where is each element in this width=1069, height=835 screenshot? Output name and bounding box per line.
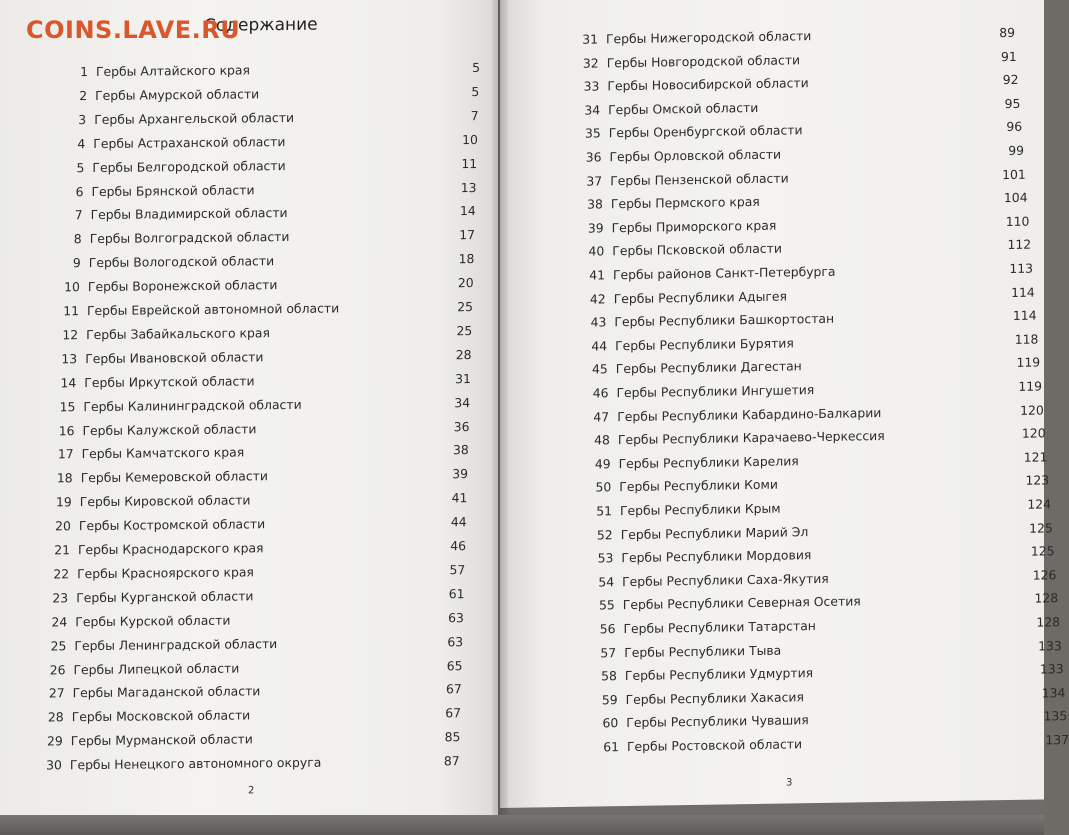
toc-entry: [48, 368, 478, 395]
toc-entry-title: Гербы Республики Башкортостан: [614, 310, 835, 330]
toc-entry-title: Гербы Алтайского края: [96, 62, 250, 79]
toc-entry-title: Гербы Республики Адыгея: [613, 288, 787, 306]
toc-entry-number: 44: [591, 338, 608, 354]
toc-entry-page: 57: [449, 562, 466, 578]
toc-entry-number: 50: [595, 479, 612, 495]
toc-entry-title: Гербы Республики Карелия: [618, 453, 799, 471]
toc-entry: [40, 583, 470, 610]
toc-entry-number: 12: [62, 327, 79, 343]
toc-entry-number: 26: [49, 661, 66, 677]
toc-entry-page: 5: [471, 83, 480, 99]
toc-entry-number: 11: [63, 303, 79, 319]
toc-entry-title: Гербы Республики Карачаево-Черкессия: [617, 428, 885, 448]
toc-entry-number: 15: [59, 398, 76, 414]
toc-entry-page: 65: [446, 657, 463, 673]
toc-entry-title: Гербы Амурской области: [95, 86, 260, 103]
toc-right-list: [500, 0, 1069, 808]
toc-entry-title: Гербы Ненецкого автономного округа: [69, 754, 322, 773]
toc-entry-page: 5: [472, 59, 480, 76]
toc-entry-page: 63: [448, 609, 464, 625]
toc-entry-page: 39: [452, 466, 469, 482]
toc-entry-number: 2: [79, 87, 88, 104]
toc-entry: [36, 702, 466, 729]
toc-entry-page: 28: [455, 346, 472, 363]
toc-entry-title: Гербы районов Санкт-Петербурга: [613, 263, 836, 283]
toc-entry-page: 110: [1005, 213, 1030, 229]
toc-entry-number: 53: [597, 550, 614, 566]
toc-entry-page: 104: [1003, 189, 1028, 206]
toc-entry: [51, 296, 481, 323]
toc-entry-title: Гербы Вологодской области: [88, 253, 275, 271]
watermark: COINS.LAVE.RU: [26, 16, 241, 44]
toc-entry-page: 25: [456, 322, 473, 339]
toc-entry-title: Гербы Брянской области: [91, 181, 255, 199]
right-page-number: 3: [786, 777, 793, 789]
toc-entry-title: Гербы Магаданской области: [72, 683, 261, 701]
toc-entry-title: Гербы Еврейской автономной области: [87, 300, 340, 319]
toc-entry-number: 36: [585, 149, 602, 165]
toc-entry-title: Гербы Владимирской области: [90, 205, 288, 223]
toc-entry-number: 51: [596, 503, 612, 519]
toc-entry: [59, 81, 489, 108]
toc-entry: [38, 655, 468, 682]
toc-entry-page: 91: [1001, 48, 1017, 64]
toc-entry-number: 7: [74, 207, 83, 223]
toc-entry: [34, 750, 464, 777]
toc-entry-title: Гербы Нижегородской области: [606, 28, 812, 47]
toc-entry-title: Гербы Республики Татарстан: [623, 618, 816, 637]
toc-entry-title: Гербы Курганской области: [76, 588, 254, 605]
toc-entry-number: 47: [593, 408, 610, 425]
toc-entry-title: Гербы Красноярского края: [77, 564, 254, 582]
toc-entry-title: Гербы Республики Хакасия: [625, 689, 804, 707]
toc-entry-page: 125: [1030, 543, 1055, 559]
toc-entry: [49, 344, 479, 371]
toc-entry-number: 43: [590, 314, 607, 330]
toc-entry-page: 121: [1023, 449, 1048, 465]
toc-entry-page: 92: [1002, 72, 1019, 88]
toc-entry-page: 44: [450, 514, 467, 530]
toc-entry-number: 61: [603, 739, 619, 755]
toc-entry-page: 133: [1039, 661, 1064, 677]
toc-entry-page: 114: [1012, 307, 1037, 324]
toc-entry-number: 52: [596, 526, 613, 543]
toc-entry-page: 112: [1007, 237, 1032, 253]
toc-entry-title: Гербы Оренбургской области: [608, 122, 803, 141]
toc-entry-title: Гербы Волгоградской области: [89, 229, 290, 247]
toc-entry-title: Гербы Костромской области: [78, 516, 266, 534]
toc-entry-page: 36: [453, 418, 470, 434]
toc-entry-number: 27: [48, 685, 65, 701]
toc-entry-page: 128: [1034, 590, 1059, 606]
toc-entry-number: 24: [51, 613, 68, 630]
left-page: [0, 0, 498, 822]
toc-entry: [46, 439, 476, 466]
toc-entry-page: 123: [1025, 472, 1050, 489]
toc-entry-page: 120: [1020, 402, 1044, 418]
toc-entry-page: 14: [460, 203, 476, 219]
toc-entry-title: Гербы Республики Марий Эл: [620, 523, 809, 542]
toc-entry-page: 120: [1021, 425, 1046, 441]
toc-entry-page: 38: [453, 442, 469, 458]
toc-entry-number: 60: [602, 715, 619, 731]
toc-entry-number: 49: [594, 456, 611, 472]
toc-entry-page: 10: [462, 131, 478, 147]
toc-entry-page: 137: [1045, 732, 1069, 748]
toc-entry-number: 6: [75, 183, 84, 199]
toc-entry-title: Гербы Ростовской области: [627, 736, 803, 755]
toc-entry-title: Гербы Ленинградской области: [74, 635, 278, 653]
toc-entry-title: Гербы Пермского края: [610, 194, 760, 212]
toc-entry-number: 37: [586, 172, 603, 189]
toc-entry-page: 34: [454, 394, 471, 410]
toc-entry-number: 31: [582, 31, 598, 47]
toc-entry-number: 21: [54, 542, 70, 558]
toc-entry-title: Гербы Воронежской области: [87, 277, 278, 295]
toc-entry-page: 134: [1041, 684, 1066, 701]
toc-entry-number: 29: [47, 733, 63, 749]
toc-entry-number: 19: [56, 494, 72, 510]
toc-entry-number: 20: [55, 518, 71, 534]
toc-entry-number: 3: [78, 111, 87, 127]
toc-entry: [54, 224, 484, 251]
toc-entry-title: Гербы Астраханской области: [93, 133, 286, 151]
toc-entry-title: Гербы Ивановской области: [85, 349, 264, 366]
toc-entry-number: 10: [64, 279, 80, 295]
toc-entry-number: 32: [582, 55, 599, 71]
book-gutter: [492, 0, 508, 835]
toc-entry-title: Гербы Омской области: [608, 99, 759, 118]
toc-entry-title: Гербы Архангельской области: [94, 109, 295, 127]
toc-entry: [57, 129, 487, 156]
toc-entry-page: 133: [1038, 637, 1062, 654]
toc-entry-title: Гербы Псковской области: [612, 240, 782, 259]
toc-entry: [53, 248, 483, 275]
toc-entry-number: 9: [72, 255, 81, 271]
toc-entry-number: 22: [53, 566, 70, 582]
toc-entry-number: 25: [50, 637, 67, 654]
toc-entry-title: Гербы Республики Дагестан: [615, 358, 802, 377]
toc-entry-page: 113: [1009, 260, 1033, 276]
toc-entry-page: 101: [1002, 166, 1026, 182]
toc-entry-number: 34: [584, 102, 601, 118]
toc-entry-number: 23: [52, 590, 69, 606]
toc-entry-title: Гербы Мурманской области: [70, 731, 253, 749]
toc-entry-title: Гербы Республики Чувашия: [626, 712, 809, 731]
toc-entry-title: Гербы Республики Кабардино-Балкарии: [617, 404, 882, 424]
toc-entry: [60, 57, 490, 84]
toc-entry-number: 56: [599, 621, 616, 637]
toc-entry-page: 61: [448, 585, 465, 602]
toc-entry-number: 39: [587, 220, 604, 236]
toc-entry-page: 46: [450, 538, 466, 554]
page-title: Содержание: [204, 14, 318, 36]
toc-entry-title: Гербы Калужской области: [82, 420, 257, 438]
toc-entry-number: 8: [73, 231, 82, 247]
toc-entry-number: 5: [76, 159, 85, 175]
toc-entry-page: 135: [1043, 708, 1068, 724]
table-surface: [0, 815, 1044, 835]
toc-entry-number: 59: [601, 691, 618, 708]
toc-entry-number: 54: [598, 574, 615, 590]
toc-entry-title: Гербы Кировской области: [79, 492, 251, 510]
toc-entry: [56, 153, 486, 180]
toc-entry-number: 41: [589, 267, 605, 283]
toc-entry-title: Гербы Республики Ингушетия: [616, 382, 815, 401]
toc-entry-page: 124: [1027, 496, 1051, 512]
toc-entry-page: 125: [1029, 519, 1053, 536]
toc-entry-title: Гербы Республики Саха-Якутия: [622, 570, 829, 589]
toc-entry-number: 45: [592, 361, 608, 377]
toc-left-list: [0, 0, 498, 822]
left-page-number: 2: [248, 785, 255, 797]
toc-entry-page: 87: [443, 753, 460, 769]
toc-entry-number: 35: [585, 125, 601, 142]
toc-entry-title: Гербы Республики Удмуртия: [624, 665, 814, 684]
toc-entry-page: 126: [1032, 567, 1057, 583]
toc-entry-page: 31: [455, 370, 471, 386]
right-page: [500, 0, 1069, 808]
toc-entry-page: 89: [999, 24, 1015, 41]
toc-entry: [50, 320, 480, 347]
toc-entry-number: 33: [583, 78, 600, 94]
toc-entry: [43, 511, 473, 538]
toc-entry-title: Гербы Забайкальского края: [86, 325, 270, 342]
toc-entry-page: 11: [461, 155, 478, 171]
toc-entry-page: 7: [470, 107, 479, 123]
toc-entry-number: 13: [61, 350, 78, 367]
toc-entry: [39, 607, 469, 634]
toc-entry-number: 18: [56, 470, 73, 486]
toc-entry-title: Гербы Кемеровской области: [80, 468, 268, 486]
toc-entry-page: 18: [458, 251, 475, 267]
toc-entry-number: 46: [592, 385, 609, 401]
toc-entry-title: Гербы Орловской области: [609, 146, 782, 165]
toc-entry-page: 13: [460, 179, 477, 195]
toc-entry-page: 20: [457, 275, 474, 291]
toc-entry-number: 30: [46, 757, 62, 773]
toc-entry-title: Гербы Пензенской области: [610, 170, 789, 188]
toc-entry: [35, 726, 465, 753]
toc-entry-page: 118: [1014, 331, 1039, 347]
toc-entry: [41, 559, 471, 586]
toc-entry-page: 25: [457, 299, 473, 315]
toc-entry-number: 58: [601, 668, 617, 684]
toc-entry-title: Гербы Новгородской области: [606, 51, 801, 70]
toc-entry-page: 99: [1008, 142, 1024, 159]
toc-entry: [56, 176, 486, 203]
toc-entry-number: 48: [594, 432, 610, 448]
toc-entry-title: Гербы Калининградской области: [83, 396, 302, 414]
toc-entry-title: Гербы Республики Крым: [620, 500, 781, 519]
toc-entry: [37, 679, 467, 706]
toc-entry-page: 96: [1006, 119, 1023, 135]
toc-entry-title: Гербы Приморского края: [611, 217, 777, 236]
toc-entry-title: Гербы Курской области: [75, 612, 231, 629]
toc-entry: [52, 272, 482, 299]
toc-entry-title: Гербы Республики Тыва: [624, 642, 782, 660]
toc-entry-number: 38: [587, 196, 603, 212]
toc-entry-page: 41: [451, 490, 468, 506]
toc-entry-page: 114: [1011, 284, 1035, 300]
toc-entry-title: Гербы Республики Коми: [619, 477, 778, 495]
toc-entry: [55, 200, 485, 227]
toc-entry-title: Гербы Белгородской области: [92, 157, 286, 175]
toc-entry-page: 85: [444, 729, 461, 745]
toc-entry-title: Гербы Республики Северная Осетия: [622, 593, 861, 613]
toc-entry-number: 42: [589, 290, 606, 307]
toc-entry: [47, 392, 477, 419]
toc-entry-page: 128: [1036, 614, 1060, 630]
toc-entry-number: 55: [599, 597, 615, 613]
toc-entry-title: Гербы Новосибирской области: [607, 75, 809, 94]
toc-entry-title: Гербы Московской области: [71, 707, 251, 725]
toc-entry-title: Гербы Камчатского края: [81, 444, 245, 462]
toc-entry-page: 119: [1018, 378, 1042, 394]
toc-entry-page: 119: [1016, 354, 1041, 371]
toc-entry: [45, 463, 475, 490]
toc-entry: [38, 631, 468, 658]
toc-entry: [44, 487, 474, 514]
toc-entry-title: Гербы Краснодарского края: [78, 540, 264, 558]
toc-entry-number: 14: [60, 374, 77, 391]
toc-entry-number: 40: [588, 243, 605, 260]
toc-entry-title: Гербы Липецкой области: [73, 659, 240, 677]
toc-entry-page: 17: [459, 227, 476, 243]
toc-entry: [47, 416, 477, 443]
toc-entry-page: 63: [447, 633, 464, 649]
toc-entry-title: Гербы Иркутской области: [84, 373, 255, 390]
toc-entry-number: 1: [80, 64, 88, 80]
toc-entry-number: 28: [47, 709, 64, 725]
toc-entry-number: 4: [77, 135, 86, 151]
toc-entry-number: 57: [600, 644, 617, 661]
toc-entry: [42, 535, 472, 562]
toc-entry-title: Гербы Республики Бурятия: [615, 335, 794, 353]
toc-entry-page: 67: [445, 705, 462, 721]
toc-entry-page: 67: [446, 681, 462, 697]
toc-entry-title: Гербы Республики Мордовия: [621, 547, 812, 566]
toc-entry-number: 17: [57, 446, 74, 462]
toc-entry-page: 95: [1004, 95, 1021, 111]
toc-entry: [58, 105, 488, 132]
toc-entry-number: 16: [58, 422, 75, 438]
